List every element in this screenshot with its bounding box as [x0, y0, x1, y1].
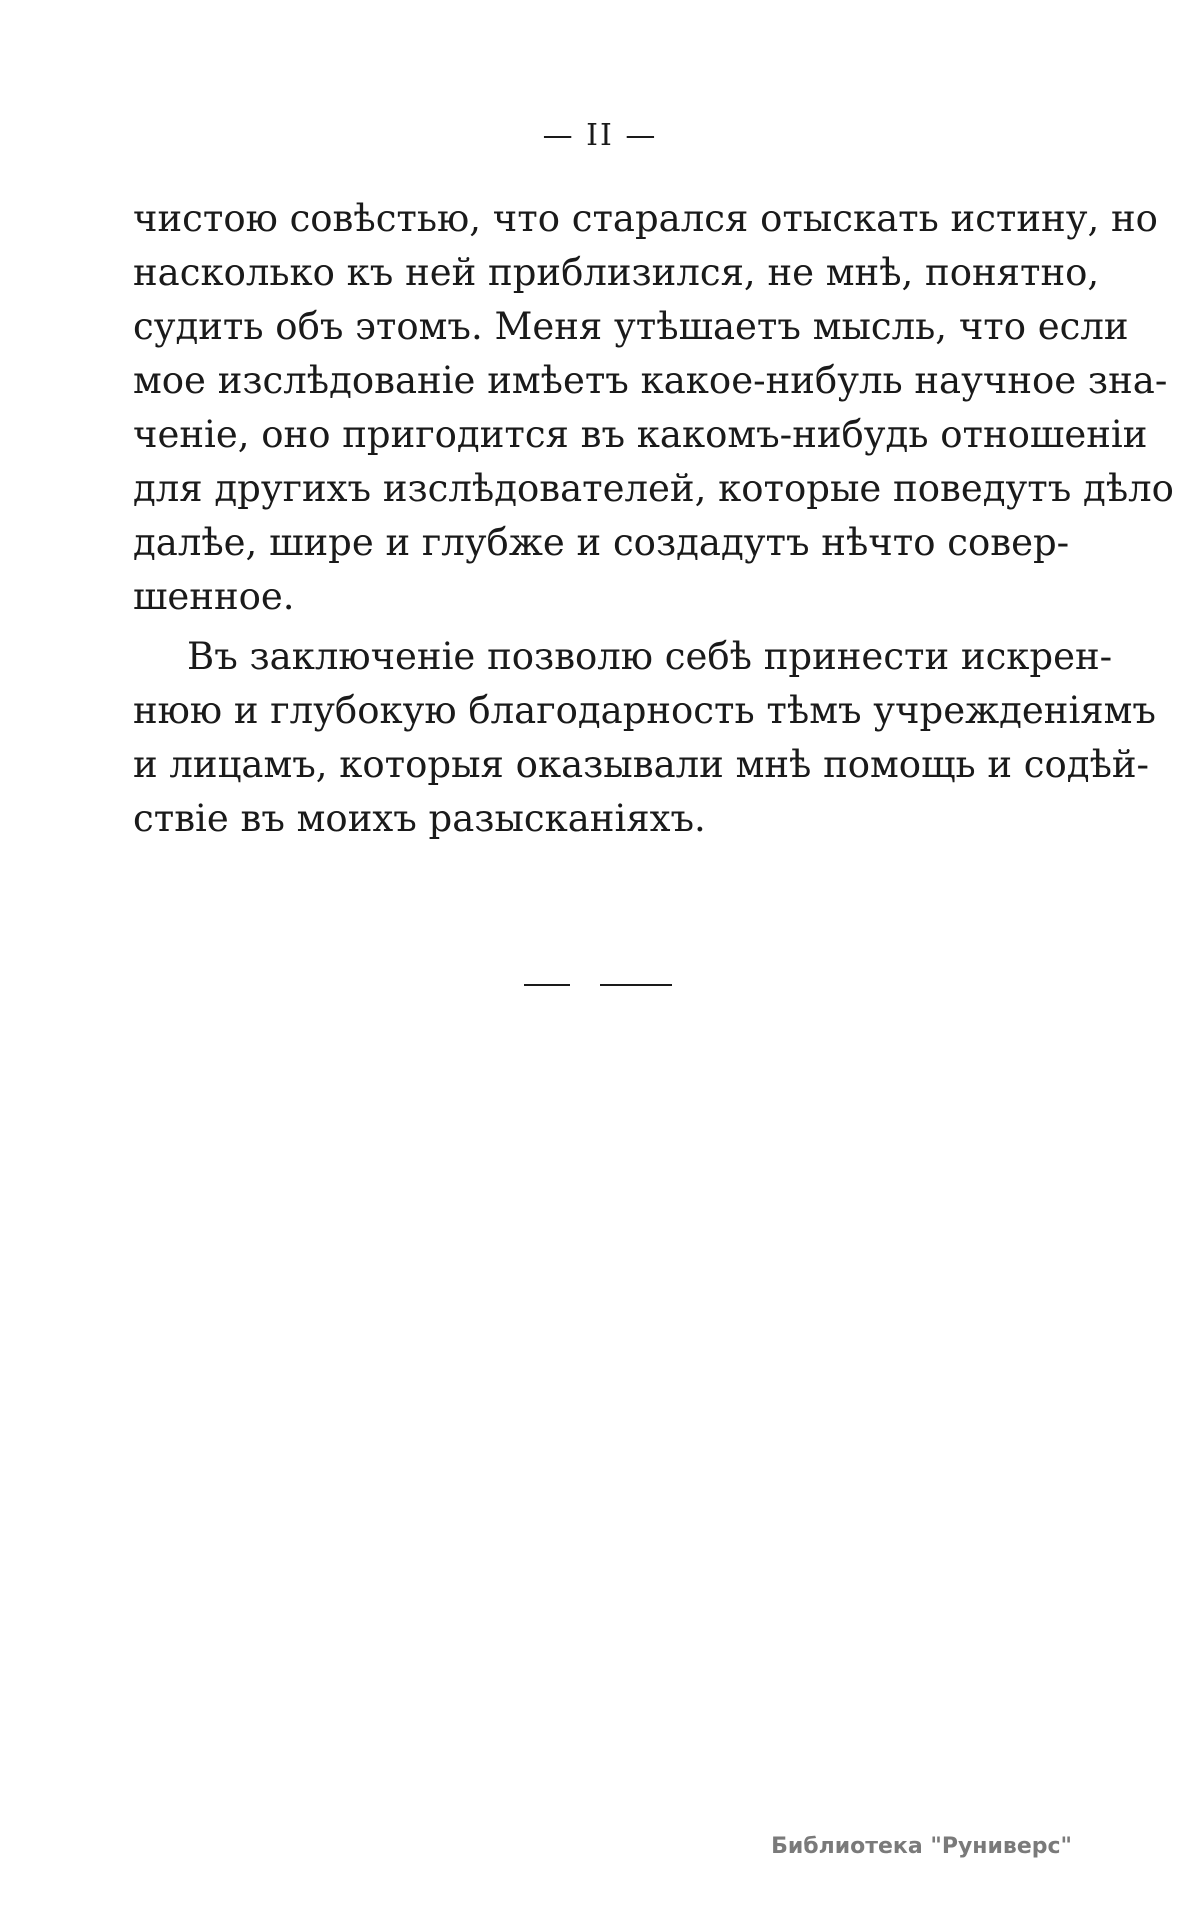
text-line: мое изслѣдованіе имѣетъ какое-нибуль научное зна-	[133, 359, 1168, 402]
page-number: — II —	[542, 118, 658, 153]
text-line: и лицамъ, которыя оказывали мнѣ помощь и содѣй-	[133, 743, 1150, 786]
separator-dash	[600, 984, 672, 986]
paragraph	[133, 192, 1174, 624]
text-line: далѣе, шире и глубже и создадутъ нѣчто совер-	[133, 521, 1070, 564]
text-line: ченіе, оно пригодится въ какомъ-нибудь отношеніи	[133, 413, 1148, 456]
text-line: судить объ этомъ. Меня утѣшаетъ мысль, что если	[133, 305, 1129, 348]
text-line: ствіе въ моихъ разысканіяхъ.	[133, 797, 706, 840]
text-line: шенное.	[133, 575, 295, 618]
text-line: Въ заключеніе позволю себѣ принести искрен-	[187, 635, 1113, 678]
section-separator	[0, 982, 1200, 988]
text-line: нюю и глубокую благодарность тѣмъ учрежденіямъ	[133, 689, 1156, 732]
separator-dash	[524, 984, 570, 986]
library-watermark: Библиотека "Руниверс"	[771, 1834, 1072, 1859]
paragraph	[133, 630, 1156, 846]
text-line: чистою совѣстью, что старался отыскать истину, но	[133, 197, 1158, 240]
text-line: для другихъ изслѣдователей, которые поведутъ дѣло	[133, 467, 1174, 510]
body-text	[133, 192, 1174, 846]
text-line: насколько къ ней приблизился, не мнѣ, понятно,	[133, 251, 1100, 294]
